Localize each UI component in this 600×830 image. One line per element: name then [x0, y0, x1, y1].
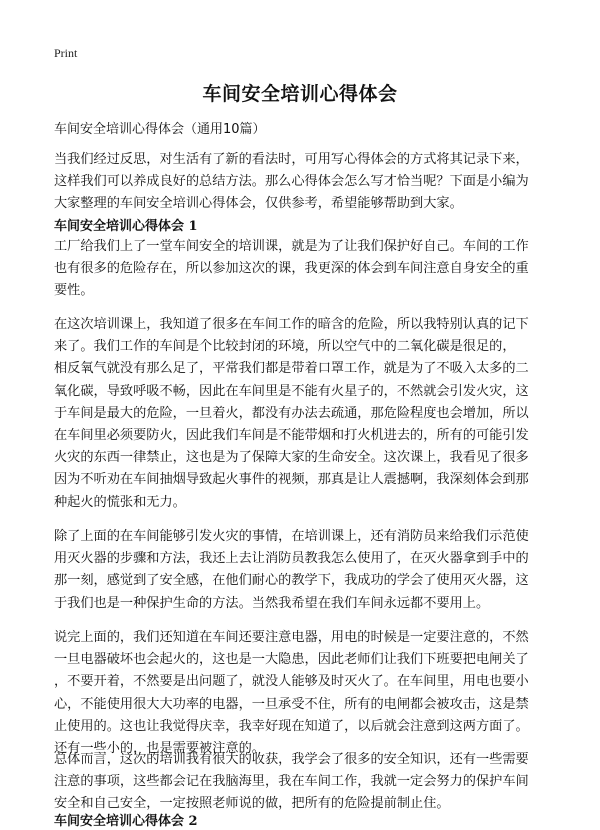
- section-heading-2: 车间安全培训心得体会 2: [54, 814, 198, 829]
- intro-line: 当我们经过反思，对生活有了新的看法时，可用写心得体会的方式将其记录下来，: [54, 152, 529, 167]
- page-title: 车间安全培训心得体会: [202, 83, 398, 105]
- paragraph-line: 火灾的东西一律禁止，这也是为了保障大家的生命安全。这次课上，我看见了很多: [54, 450, 529, 466]
- paragraph-line: 注意的事项，这些都会记在我脑海里，我在车间工作，我就一定会努力的保护车间: [54, 774, 529, 790]
- paragraph-line: 心，不能使用很大大功率的电器，一旦承受不住，所有的电闸都会被攻击，这是禁: [54, 696, 529, 712]
- paragraph-line: 说完上面的，我们还知道在车间还要注意电器，用电的时候是一定要注意的，不然: [54, 630, 529, 645]
- paragraph-line: ，不要开着，不然要是出问题了，就没人能够及时灭火了。在车间里，用电也要小: [54, 674, 529, 690]
- document-subtitle: 车间安全培训心得体会（通用10篇）: [54, 122, 266, 137]
- paragraph-line: 止使用的。这也让我觉得庆幸，我幸好现在知道了，以后就会注意到这两方面了。: [54, 718, 529, 734]
- print-link[interactable]: Print: [54, 46, 78, 60]
- paragraph-line: 种起火的慌张和无力。: [54, 494, 186, 510]
- paragraph-line: 那一刻，感觉到了安全感，在他们耐心的教学下，我成功的学会了使用灭火器，这: [54, 573, 529, 589]
- paragraph-line: 在这次培训课上，我知道了很多在车间工作的暗含的危险，所以我特别认真的记下: [54, 317, 529, 332]
- section1-paragraph-3: [54, 526, 550, 615]
- intro-paragraph: [54, 149, 550, 216]
- paragraph-line: 在车间里必须要防火，因此我们车间是不能带烟和打火机进去的，所有的可能引发: [54, 428, 529, 444]
- section1-paragraph-1: [54, 236, 550, 303]
- paragraph-line: 于车间是最大的危险，一旦着火，都没有办法去疏通，那危险程度也会增加，所以: [54, 405, 529, 421]
- intro-line: 大家整理的车间安全培训心得体会，仅供参考，希望能够帮助到大家。: [54, 196, 463, 212]
- paragraph-line: 还有一些小的，也是需要被注意的。: [54, 741, 265, 757]
- paragraph-line: 氧化碳，导致呼吸不畅，因此在车间里是不能有火星子的，不然就会引发火灾，这: [54, 383, 529, 399]
- paragraph-line: 于我们也是一种保护生命的方法。当然我希望在我们车间永远都不要用上。: [54, 595, 490, 611]
- paragraph-line: 除了上面的在车间能够引发火灾的事情，在培训课上，还有消防员来给我们示范使: [54, 529, 529, 544]
- intro-line: 这样我们可以养成良好的总结方法。那么心得体会怎么写才恰当呢？下面是小编为: [54, 174, 529, 190]
- paragraph-line: 安全和自己安全，一定按照老师说的做，把所有的危险提前制止住。: [54, 796, 450, 812]
- paragraph-line: 工厂给我们上了一堂车间安全的培训课，就是为了让我们保护好自己。车间的工作: [54, 239, 529, 254]
- section1-paragraph-5: [54, 749, 550, 816]
- paragraph-line: 要性。: [54, 283, 94, 299]
- paragraph-line: 用灭火器的步骤和方法，我还上去让消防员教我怎么使用了，在灭火器拿到手中的: [54, 551, 529, 567]
- paragraph-line: 相反氧气就没有那么足了，平常我们都是带着口罩工作，就是为了不吸入太多的二: [54, 361, 529, 377]
- section1-paragraph-2: [54, 314, 550, 514]
- section1-paragraph-4: [54, 627, 550, 760]
- paragraph-line: 总体而言，这次的培训我有很大的收获，我学会了很多的安全知识，还有一些需要: [54, 752, 529, 767]
- paragraph-line: 也有很多的危险存在，所以参加这次的课，我更深的体会到车间注意自身安全的重: [54, 261, 529, 277]
- paragraph-line: 来了。我们工作的车间是个比较封闭的环境，所以空气中的二氧化碳是很足的，: [54, 339, 516, 355]
- section-heading-1: 车间安全培训心得体会 1: [54, 219, 198, 234]
- paragraph-line: 一旦电器破坏也会起火的，这也是一大隐患，因此老师们让我们下班要把电闸关了: [54, 652, 529, 668]
- paragraph-line: 因为不听劝在车间抽烟导致起火事件的视频，那真是让人震撼啊，我深刻体会到那: [54, 472, 529, 488]
